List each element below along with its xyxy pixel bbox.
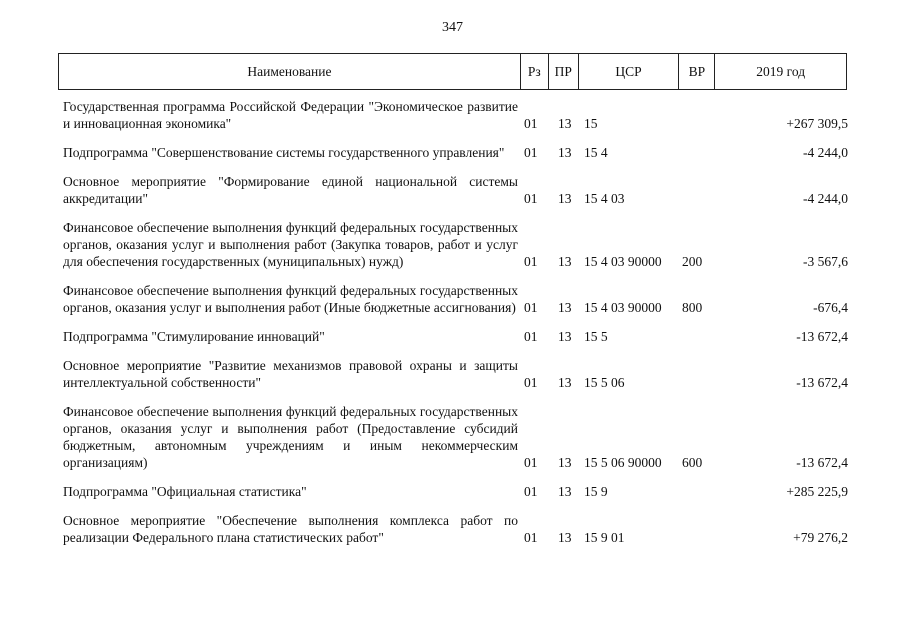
row-pr: 13 bbox=[558, 375, 572, 390]
row-amount: -4 244,0 bbox=[803, 145, 848, 160]
row-amount: -13 672,4 bbox=[796, 375, 848, 390]
row-amount: -4 244,0 bbox=[803, 191, 848, 206]
row-rz: 01 bbox=[524, 375, 538, 390]
row-pr: 13 bbox=[558, 530, 572, 545]
row-rz: 01 bbox=[524, 254, 538, 269]
row-csr: 15 9 bbox=[584, 484, 608, 499]
table-header bbox=[58, 53, 847, 90]
header-pr: ПР bbox=[549, 54, 579, 89]
row-rz: 01 bbox=[524, 530, 538, 545]
row-csr: 15 4 bbox=[584, 145, 608, 160]
row-rz: 01 bbox=[524, 116, 538, 131]
header-csr: ЦСР bbox=[579, 54, 680, 89]
table-row bbox=[63, 512, 848, 546]
table-row bbox=[63, 328, 848, 345]
row-name: Основное мероприятие "Развитие механизмов правовой охраны и защиты интеллектуальной собственности" bbox=[63, 358, 518, 390]
row-csr: 15 5 06 bbox=[584, 375, 625, 390]
row-csr: 15 4 03 90000 bbox=[584, 300, 662, 315]
table-row bbox=[63, 144, 848, 161]
header-vr: ВР bbox=[679, 54, 715, 89]
row-rz: 01 bbox=[524, 145, 538, 160]
row-amount: +79 276,2 bbox=[793, 530, 848, 545]
table-row bbox=[63, 219, 848, 270]
row-amount: -676,4 bbox=[813, 300, 848, 315]
row-pr: 13 bbox=[558, 191, 572, 206]
row-name: Подпрограмма "Официальная статистика" bbox=[63, 484, 307, 499]
row-amount: -13 672,4 bbox=[796, 455, 848, 470]
row-csr: 15 bbox=[584, 116, 598, 131]
table-row bbox=[63, 173, 848, 207]
row-vr: 600 bbox=[682, 455, 703, 470]
table-row bbox=[63, 403, 848, 471]
row-rz: 01 bbox=[524, 300, 538, 315]
row-rz: 01 bbox=[524, 455, 538, 470]
row-name: Финансовое обеспечение выполнения функций федеральных государственных органов, оказания услуг и выполнения работ (Предоставление субсидий бюджетным, автономным учреждениям и иным некоммерческим организациям) bbox=[63, 404, 518, 470]
table-row bbox=[63, 357, 848, 391]
row-rz: 01 bbox=[524, 484, 538, 499]
table-row bbox=[63, 98, 848, 132]
row-name: Государственная программа Российской Федерации "Экономическое развитие и инновационная экономика" bbox=[63, 99, 518, 131]
row-csr: 15 4 03 90000 bbox=[584, 254, 662, 269]
row-pr: 13 bbox=[558, 116, 572, 131]
table-row bbox=[63, 282, 848, 316]
header-rz: Рз bbox=[521, 54, 549, 89]
row-name: Финансовое обеспечение выполнения функций федеральных государственных органов, оказания услуг и выполнения работ (Иные бюджетные ассигнования) bbox=[63, 283, 518, 315]
row-csr: 15 4 03 bbox=[584, 191, 625, 206]
row-csr: 15 5 bbox=[584, 329, 608, 344]
row-pr: 13 bbox=[558, 455, 572, 470]
row-name: Подпрограмма "Совершенствование системы государственного управления" bbox=[63, 145, 505, 160]
row-name: Финансовое обеспечение выполнения функций федеральных государственных органов, оказания услуг и выполнения работ (Закупка товаров, работ и услуг для обеспечения государственных (муниципальных) нужд) bbox=[63, 220, 518, 269]
row-vr: 800 bbox=[682, 300, 703, 315]
header-amount: 2019 год bbox=[756, 63, 806, 79]
page-number: 347 bbox=[442, 20, 463, 35]
row-name: Подпрограмма "Стимулирование инноваций" bbox=[63, 329, 325, 344]
row-pr: 13 bbox=[558, 300, 572, 315]
row-pr: 13 bbox=[558, 484, 572, 499]
row-name: Основное мероприятие "Формирование единой национальной системы аккредитации" bbox=[63, 174, 518, 206]
budget-table-body bbox=[63, 98, 848, 558]
row-amount: -13 672,4 bbox=[796, 329, 848, 344]
row-amount: -3 567,6 bbox=[803, 254, 848, 269]
row-amount: +267 309,5 bbox=[786, 116, 848, 131]
table-row bbox=[63, 483, 848, 500]
row-name: Основное мероприятие "Обеспечение выполнения комплекса работ по реализации Федерального плана статистических работ" bbox=[63, 513, 518, 545]
row-amount: +285 225,9 bbox=[786, 484, 848, 499]
row-pr: 13 bbox=[558, 145, 572, 160]
header-name: Наименование bbox=[59, 54, 521, 89]
row-rz: 01 bbox=[524, 329, 538, 344]
row-pr: 13 bbox=[558, 329, 572, 344]
row-csr: 15 9 01 bbox=[584, 530, 625, 545]
row-rz: 01 bbox=[524, 191, 538, 206]
row-vr: 200 bbox=[682, 254, 703, 269]
row-pr: 13 bbox=[558, 254, 572, 269]
row-csr: 15 5 06 90000 bbox=[584, 455, 662, 470]
